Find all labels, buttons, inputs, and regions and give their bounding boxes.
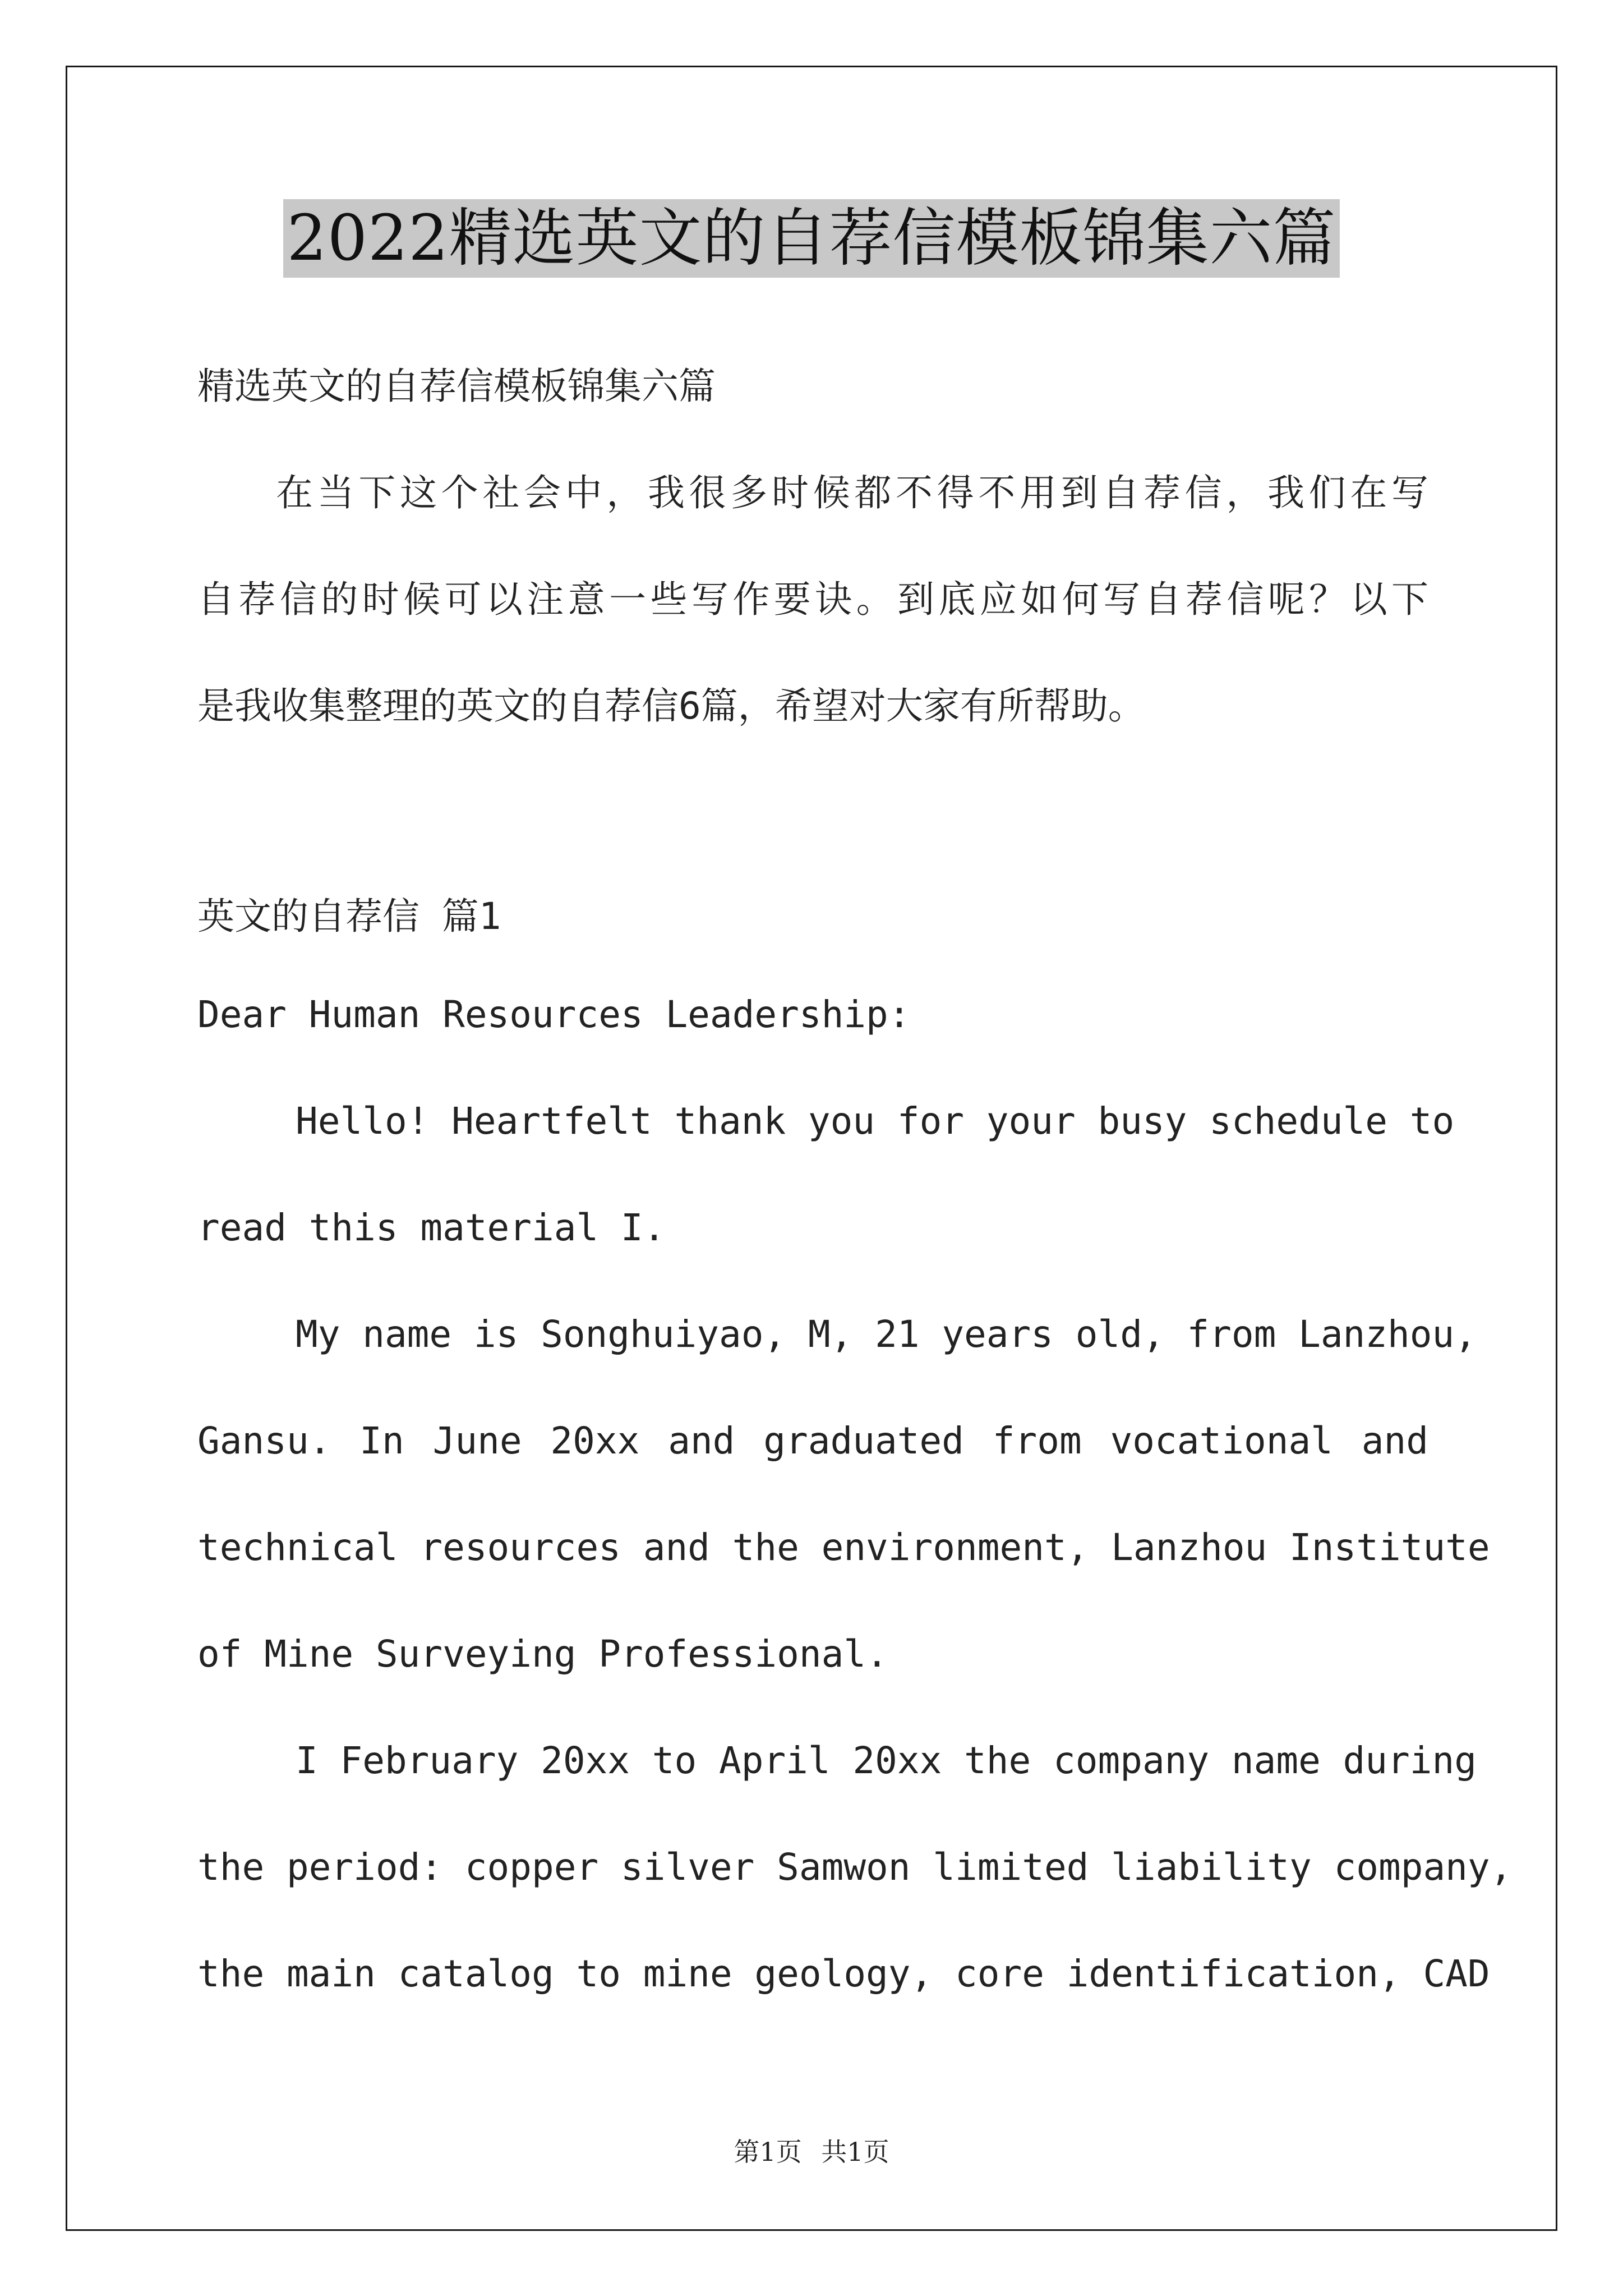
document-title: 2022精选英文的自荐信模板锦集六篇 (283, 199, 1339, 278)
paragraph-line-2: read this material I. (197, 1206, 666, 1249)
paragraph-line-1: Hello! Heartfelt thank you for your busy schedule to (296, 1099, 1455, 1143)
intro-line-3: 是我收集整理的英文的自荐信6篇，希望对大家有所帮助。 (197, 684, 1145, 728)
paragraph-line-3: My name is Songhuiyao, M, 21 years old, from Lanzhou, (296, 1313, 1477, 1356)
paragraph-line-5: technical resources and the environment, Lanzhou Institute (197, 1526, 1490, 1569)
section-heading: 英文的自荐信 篇1 (197, 895, 501, 938)
paragraph-line-7: I February 20xx to April 20xx the company name during (296, 1739, 1477, 1782)
paragraph-line-6: of Mine Surveying Professional. (197, 1632, 888, 1676)
subtitle: 精选英文的自荐信模板锦集六篇 (197, 365, 716, 408)
salutation: Dear Human Resources Leadership: (197, 993, 911, 1036)
paragraph-line-9: the main catalog to mine geology, core identification, CAD (197, 1952, 1490, 1995)
page-footer: 第1页 共1页 (734, 2137, 889, 2167)
paragraph-line-4: Gansu. In June 20xx and graduated from vocational and (197, 1419, 1428, 1462)
paragraph-line-8: the period: copper silver Samwon limited liability company, (197, 1846, 1513, 1889)
intro-line-1: 在当下这个社会中，我很多时候都不得不用到自荐信，我们在写 (276, 471, 1428, 514)
intro-line-2: 自荐信的时候可以注意一些写作要诀。到底应如何写自荐信呢？以下 (197, 578, 1428, 621)
document-title-container (0, 199, 1623, 278)
